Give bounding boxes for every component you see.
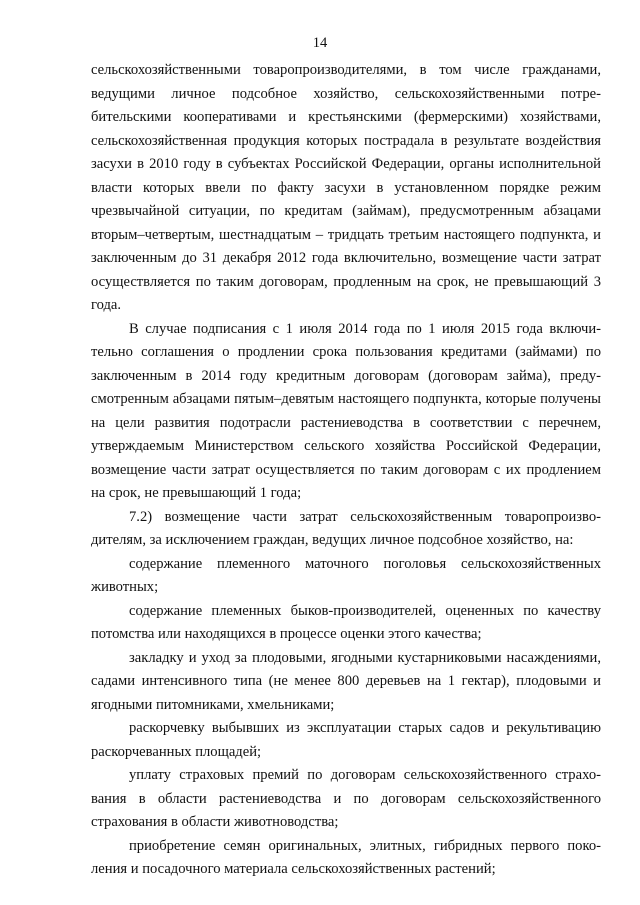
paragraph-extension-2014: В случае подписания с 1 июля 2014 года по 1 июля 2015 года включительно соглашения о продлении срока пользования кредитами (займами) по заключенным в 2014 году кредитным договорам (договорам займа), предусмотренным абзацами пятым–девятым настоящего подпункта, которые получены на цели развития подотрасли растениеводства в соответствии с перечнем, утверждаемым Министерством сельского хозяйства Российской Федерации, возмещение части затрат осуществляется по таким договорам с их продлением на срок, не превышающий 1 года;: [91, 320, 601, 501]
list-item-breeding-bulls: содержание племенных быков-производителей, оцененных по качеству потомства или находящихся в процессе оценки этого качества;: [91, 602, 601, 642]
list-item-orchards: закладку и уход за плодовыми, ягодными кустарниковыми насаждениями, садами интенсивного типа (не менее 800 деревьев на 1 гектар), плодовыми и ягодными питомниками, хмельниками;: [91, 649, 601, 713]
paragraph-subitem-7-2: 7.2) возмещение части затрат сельскохозяйственным товаропроизводителям, за исключением граждан, ведущих личное подсобное хозяйство, на:: [91, 508, 601, 548]
list-item-breeding-livestock: содержание племенного маточного поголовья сельскохозяйственных животных;: [91, 555, 601, 595]
list-item-uprooting: раскорчевку выбывших из эксплуатации старых садов и рекультивацию раскорчеванных площадей;: [91, 720, 601, 760]
paragraph-continuation: сельскохозяйственными товаропроизводителями, в том числе гражданами, ведущими личное подсобное хозяйство, сельскохозяйственными потребительскими кооперативами и крестьянскими (фермерскими) хозяйствами, сельскохозяйственная продукция которых пострадала в результате воздействия засухи в 2010 году в субъектах Российской Федерации, органы исполнительной власти которых ввели по факту засухи в установленном порядке режим чрезвычайной ситуации, по кредитам (займам), предусмотренным абзацами вторым–четвертым, шестнадцатым – тридцать третьим настоящего подпункта, и заключенным до 31 декабря 2012 года включительно, возмещение части затрат осуществляется по таким договорам, продленным на срок, не превышающий 3 года.: [91, 62, 601, 313]
page-number: 14: [312, 35, 328, 51]
list-item-insurance: уплату страховых премий по договорам сельскохозяйственного страхования в области растениеводства и по договорам сельскохозяйственного страхования в области животноводства;: [91, 767, 601, 830]
list-item-seeds: приобретение семян оригинальных, элитных, гибридных первого поколения и посадочного материала сельскохозяйственных растений;: [91, 837, 601, 877]
document-body: [91, 59, 601, 882]
